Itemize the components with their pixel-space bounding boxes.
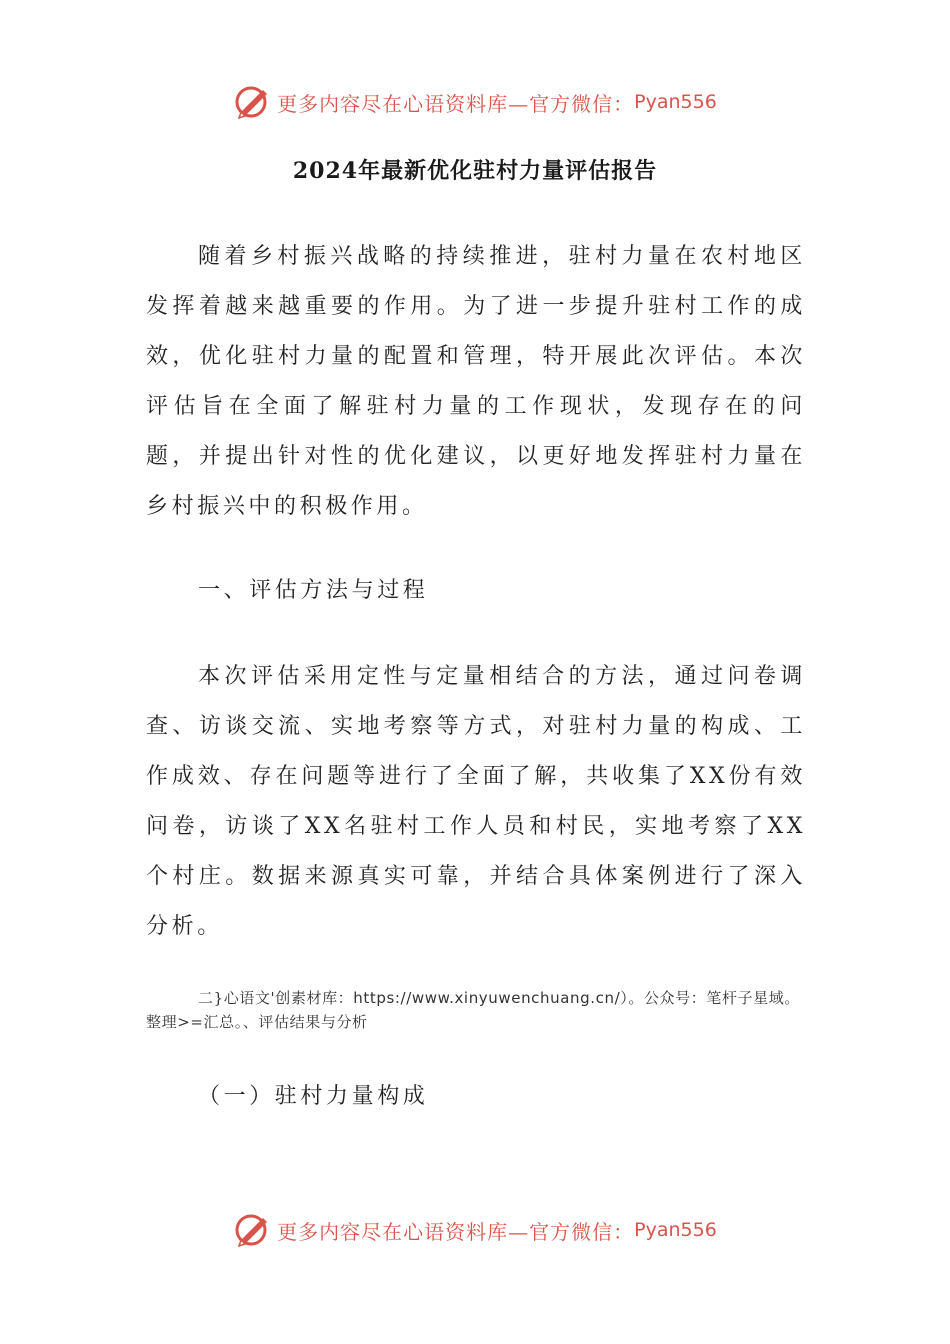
note-prefix: 二}心语文'创素材库： — [198, 989, 354, 1007]
footer-banner — [0, 1210, 950, 1250]
pen-logo-icon — [233, 82, 273, 122]
banner-wechat-id: Pyan556 — [634, 1219, 717, 1241]
banner-text: 更多内容尽在心语资料库—官方微信： — [277, 91, 635, 116]
note-url: https://www.xinyuwenchuang.cn/ — [353, 989, 621, 1007]
subsection-heading-composition: （一）驻村力量构成 — [198, 1084, 429, 1109]
intro-paragraph: 随着乡村振兴战略的持续推进，驻村力量在农村地区发挥着越来越重要的作用。为了进一步提升驻村工作的成效，优化驻村力量的配置和管理，特开展此次评估。本次评估旨在全面了解驻村力量的工作现状，发现存在的问题，并提出针对性的优化建议，以更好地发挥驻村力量在乡村振兴中的积极作用。 — [146, 244, 806, 519]
methods-paragraph: 本次评估采用定性与定量相结合的方法，通过问卷调查、访谈交流、实地考察等方式，对驻村力量的构成、工作成效、存在问题等进行了全面了解，共收集了XX份有效问卷，访谈了XX名驻村工作人员和村民，实地考察了XX个村庄。数据来源真实可靠，并结合具体案例进行了深入分析。 — [146, 664, 806, 939]
source-note — [146, 986, 806, 1034]
banner-wechat-id: Pyan556 — [634, 91, 717, 113]
banner-text: 更多内容尽在心语资料库—官方微信： — [277, 1219, 635, 1244]
header-banner — [0, 82, 950, 122]
pen-logo-icon — [233, 1210, 273, 1250]
document-title: 2024年最新优化驻村力量评估报告 — [292, 158, 658, 184]
section-heading-methods: 一、评估方法与过程 — [198, 578, 429, 603]
note-suffix: ）。公众号：笔杆子星域。整理>=汇总。、评估结果与分析 — [146, 989, 800, 1031]
